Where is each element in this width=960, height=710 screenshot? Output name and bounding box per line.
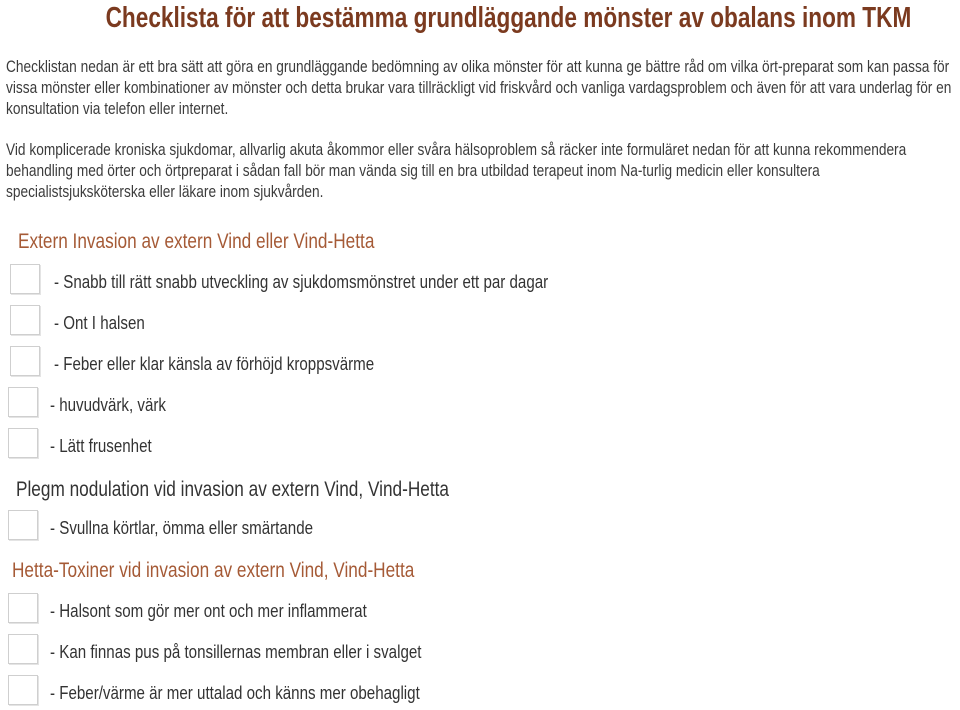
checkbox[interactable] — [10, 305, 40, 335]
section-heading-hetta-toxiner: Hetta-Toxiner vid invasion av extern Vind, Vind-Hetta — [12, 559, 415, 582]
checkbox[interactable] — [8, 675, 38, 705]
checklist-item-label: - Ont I halsen — [54, 313, 145, 333]
checkbox[interactable] — [8, 428, 38, 458]
checklist-item[interactable] — [10, 305, 910, 339]
checkbox[interactable] — [10, 346, 40, 376]
checkbox[interactable] — [8, 634, 38, 664]
checklist-item[interactable] — [8, 387, 908, 421]
checklist-item-label: - Feber/värme är mer uttalad och känns mer obehagligt — [50, 683, 420, 703]
checklist-item-label: - Halsont som gör mer ont och mer inflammerat — [50, 601, 367, 621]
section-heading-extern-invasion: Extern Invasion av extern Vind eller Vind-Hetta — [18, 230, 375, 253]
intro-paragraph-2: Vid komplicerade kroniska sjukdomar, allvarlig akuta åkommor eller svåra hälsoproblem så räcker inte formuläret nedan för att kunna rekommendera behandling med örter och örtpreparat i sådan fall bör man vända sig till en bra utbildad terapeut inom Na-turlig medicin eller konsultera specialistsjuksköterska eller läkare inom sjukvården. — [6, 141, 907, 201]
page-title: Checklista för att bestämma grundläggande mönster av obalans inom TKM — [105, 2, 912, 34]
checklist-item-label: - Lätt frusenhet — [50, 436, 152, 456]
checklist-item[interactable] — [8, 675, 908, 709]
checkbox[interactable] — [8, 593, 38, 623]
checkbox[interactable] — [8, 510, 38, 540]
section-heading-plegm-nodulation: Plegm nodulation vid invasion av extern Vind, Vind-Hetta — [16, 478, 449, 501]
checklist-item-label: - Svullna körtlar, ömma eller smärtande — [50, 518, 314, 538]
checklist-item-label: - Snabb till rätt snabb utveckling av sjukdomsmönstret under ett par dagar — [54, 272, 549, 292]
checklist-item[interactable] — [10, 346, 910, 380]
checklist-item[interactable] — [8, 593, 908, 627]
checkbox[interactable] — [10, 264, 40, 294]
checkbox[interactable] — [8, 387, 38, 417]
checklist-item-label: - huvudvärk, värk — [50, 395, 166, 415]
checklist-item[interactable] — [10, 264, 910, 298]
checklist-item-label: - Feber eller klar känsla av förhöjd kroppsvärme — [54, 354, 375, 374]
checklist-item[interactable] — [8, 428, 908, 462]
intro-paragraph-1: Checklistan nedan är ett bra sätt att göra en grundläggande bedömning av olika mönster för att kunna ge bättre råd om vilka ört-preparat som kan passa för vissa mönster eller kombinationer av mönster och detta brukar vara tillräckligt vid friskvård och vanliga vardagsproblem och även för att vara underlag för en konsultation via telefon eller internet. — [6, 58, 952, 118]
checklist-item-label: - Kan finnas pus på tonsillernas membran eller i svalget — [50, 642, 422, 662]
checklist-item[interactable] — [8, 634, 908, 668]
checklist-item[interactable] — [8, 510, 908, 544]
